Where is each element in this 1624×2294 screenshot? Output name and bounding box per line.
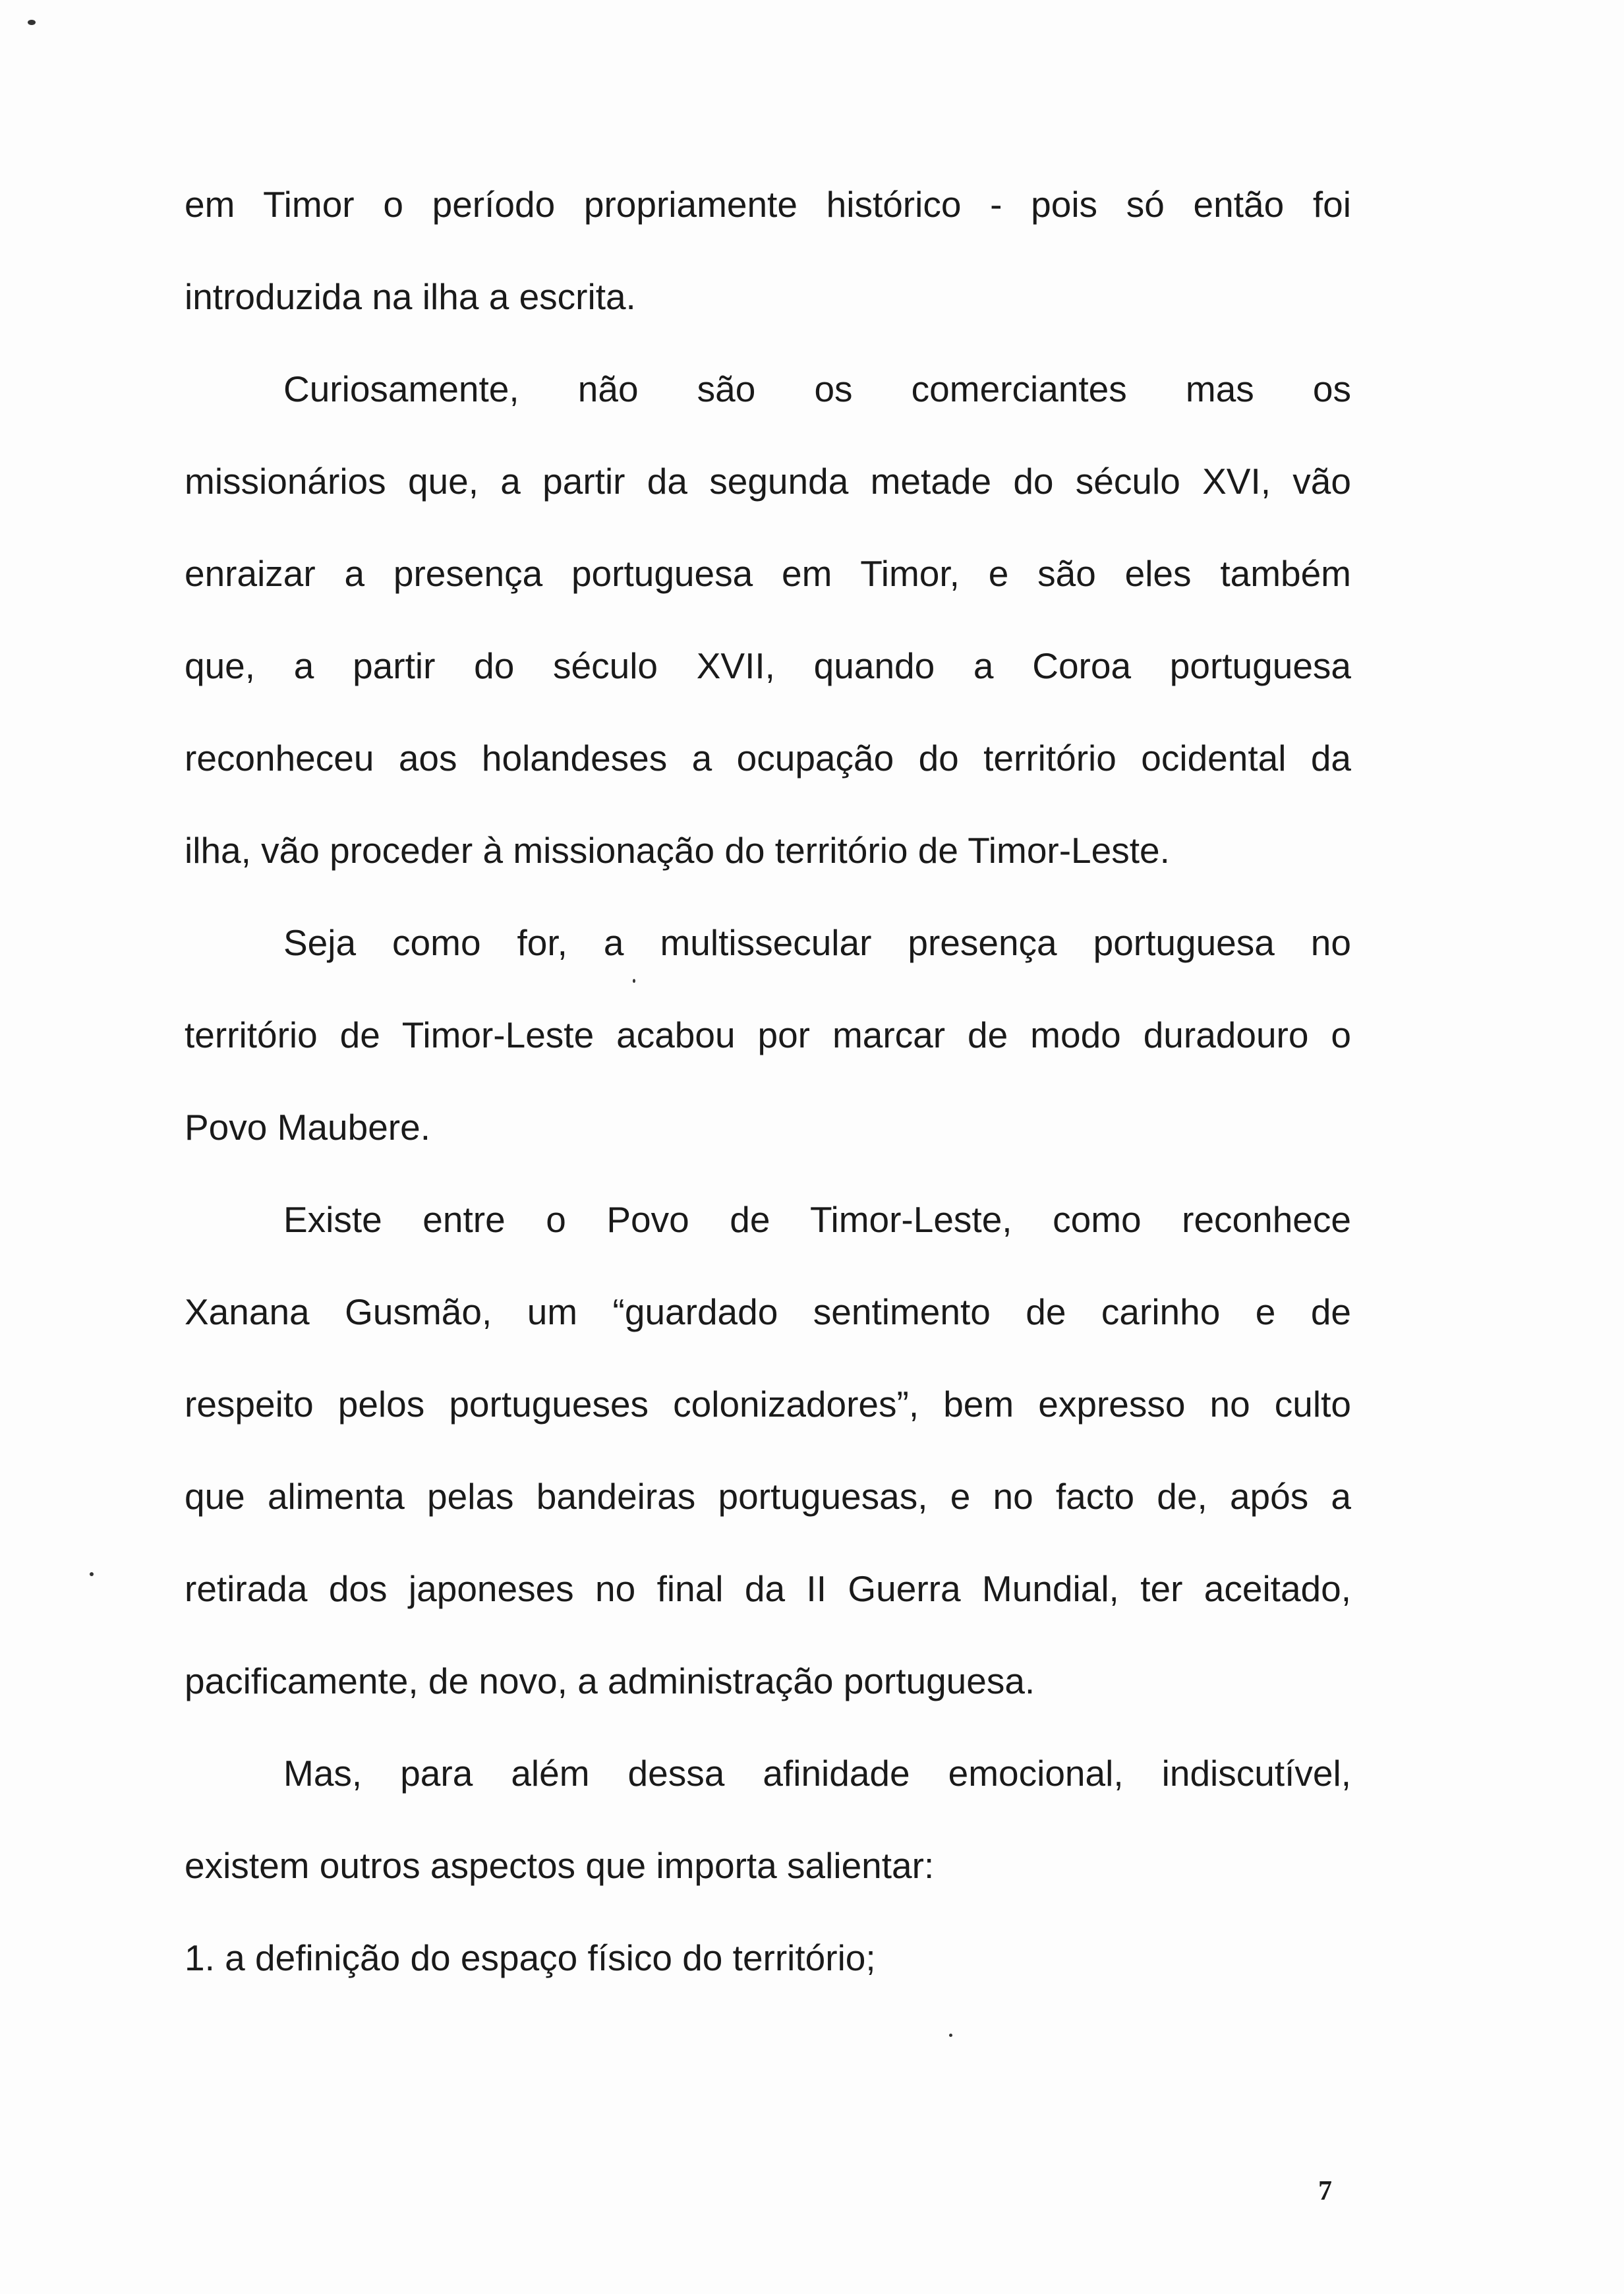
text-line: introduzida na ilha a escrita. [185,276,636,317]
text-line: território de Timor-Leste acabou por marcar de modo duradouro o [185,1015,1351,1055]
text-line: Povo Maubere. [185,1107,430,1148]
page-number: 7 [1318,2176,1332,2206]
scan-speck [28,20,36,25]
scan-speck [633,979,635,983]
text-line: respeito pelos portugueses colonizadores”, bem expresso no culto [185,1384,1351,1425]
paragraph-first-line: Existe entre o Povo de Timor-Leste, como reconhece [283,1199,1351,1240]
scan-speck [90,1572,94,1576]
body-text [185,158,1351,2004]
paragraph-first-line: Mas, para além dessa afinidade emocional, indiscutível, [283,1753,1351,1794]
text-line: enraizar a presença portuguesa em Timor, e são eles também [185,553,1351,594]
text-line: existem outros aspectos que importa salientar: [185,1845,935,1886]
text-line: que, a partir do século XVII, quando a Coroa portuguesa [185,645,1351,686]
list-item: 1. a definição do espaço físico do território; [185,1937,876,1978]
text-line: reconheceu aos holandeses a ocupação do território ocidental da [185,738,1351,779]
text-line: Xanana Gusmão, um “guardado sentimento de carinho e de [185,1291,1351,1332]
paragraph-first-line: Seja como for, a multissecular presença portuguesa no [283,922,1351,963]
text-line: pacificamente, de novo, a administração portuguesa. [185,1661,1035,1701]
text-line: missionários que, a partir da segunda metade do século XVI, vão [185,461,1351,502]
scan-speck [949,2034,952,2037]
text-line: em Timor o período propriamente histórico - pois só então foi [185,184,1351,225]
text-line: retirada dos japoneses no final da II Guerra Mundial, ter aceitado, [185,1568,1351,1609]
paragraph-first-line: Curiosamente, não são os comerciantes mas os [283,368,1351,409]
text-line: ilha, vão proceder à missionação do território de Timor-Leste. [185,830,1170,871]
text-line: que alimenta pelas bandeiras portuguesas, e no facto de, após a [185,1476,1351,1517]
